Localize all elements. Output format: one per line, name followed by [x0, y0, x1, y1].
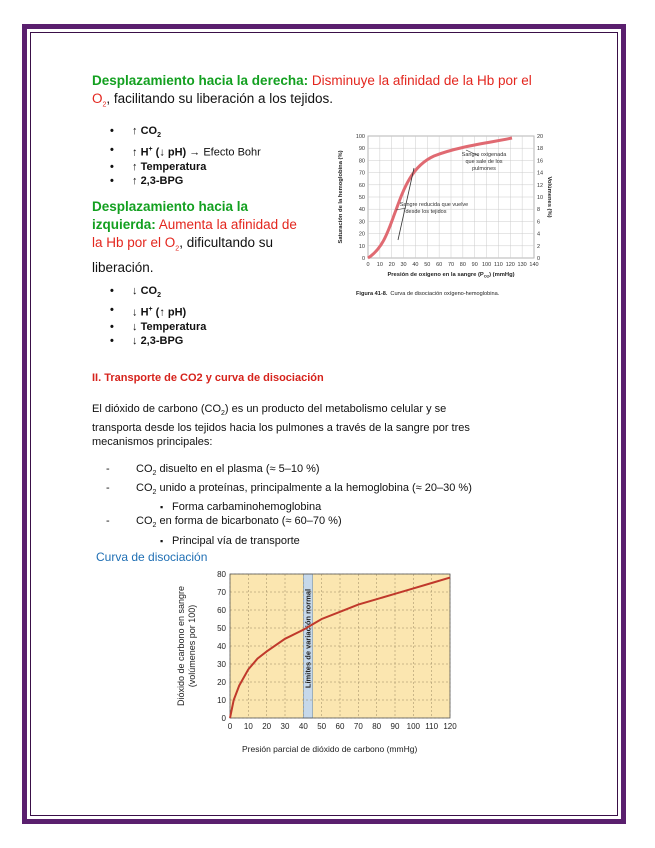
annot-oxygenated-1: Sangre oxigenada	[461, 152, 507, 158]
right-shift-paragraph: Desplazamiento hacia la derecha: Disminuye la afinidad de la Hb por el $O_2$, facilitando su liberación a los tejidos.	[92, 73, 532, 109]
o2-x-tick: 0	[366, 262, 370, 268]
o2-right-tick: 2	[537, 243, 541, 250]
x-tick-label: 110	[425, 722, 439, 731]
annot-oxygenated-3: pulmones	[472, 166, 496, 172]
o2-x-tick: 10	[376, 262, 383, 268]
o2-left-tick: 70	[358, 170, 365, 177]
o2-right-tick: 6	[537, 219, 541, 226]
x-tick-label: 50	[317, 722, 327, 731]
y-tick-label: 10	[217, 696, 226, 705]
o2-left-tick: 10	[358, 243, 365, 250]
o2-x-tick: 110	[494, 262, 503, 268]
y-tick-label: 20	[217, 678, 226, 687]
o2-left-tick: 80	[358, 158, 365, 165]
y-tick-label: 40	[217, 642, 226, 651]
y-tick-label: 60	[217, 606, 226, 615]
x-tick-label: 40	[298, 722, 308, 731]
list-item: • ↑ 2,3-BPG	[110, 174, 261, 188]
y-axis-label-2: (volúmenes por 100)	[187, 604, 197, 688]
x-tick-label: 10	[243, 722, 253, 731]
o2-left-tick: 50	[358, 195, 365, 201]
list-item: - $CO_2$ unido a proteínas, principalmente a la hemoglobina (≈ 20–30 %)	[106, 481, 472, 500]
o2-x-tick: 120	[505, 262, 515, 268]
o2-right-tick: 14	[537, 170, 544, 177]
annot-oxygenated-2: que sale de los	[465, 159, 503, 165]
co2-dissociation-chart	[172, 566, 462, 760]
x-tick-label: 80	[372, 722, 382, 731]
o2-x-tick: 130	[517, 262, 527, 268]
o2-left-tick: 0	[361, 256, 365, 262]
x-tick-label: 0	[227, 722, 233, 731]
co2-mechanism-list	[106, 462, 472, 548]
o2-right-tick: 18	[537, 146, 544, 153]
o2-x-tick: 50	[424, 262, 431, 268]
list-item: - $CO_2$ disuelto en el plasma (≈ 5–10 %)	[106, 462, 472, 481]
x-tick-label: 90	[390, 722, 400, 731]
o2-ylabel-right: Volúmenes (%)	[546, 176, 552, 218]
y-tick-label: 70	[217, 588, 226, 597]
section-title: II. Transporte de CO2 y curva de disociación	[92, 372, 324, 384]
list-item: • ↓ Temperatura	[110, 320, 206, 334]
o2-right-tick: 0	[537, 256, 541, 262]
annot-reduced-1: Sangre reducida que vuelve	[399, 202, 469, 208]
o2-xlabel: Presión de oxígeno en la sangre $(P_{O2})$ (mmHg)	[387, 272, 515, 279]
list-item: • ↑ $CO_2$	[110, 124, 261, 143]
y-tick-label: 80	[217, 570, 226, 579]
x-tick-label: 30	[280, 722, 290, 731]
o2-right-tick: 4	[537, 231, 541, 238]
right-shift-red-text: Disminuye la afinidad de la Hb por el	[311, 73, 532, 88]
list-item: ▪ Forma carbaminohemoglobina	[106, 500, 472, 514]
right-shift-list	[110, 124, 261, 188]
o2-x-tick: 100	[481, 262, 492, 268]
list-item: ▪ Principal vía de transporte	[106, 534, 472, 548]
list-item: - $CO_2$ en forma de bicarbonato (≈ 60–70 %)	[106, 514, 472, 533]
o2-x-tick: 80	[459, 262, 466, 268]
o2-left-tick: 60	[358, 182, 365, 189]
o2-left-tick: 40	[358, 207, 365, 214]
o2-x-tick: 70	[447, 262, 455, 268]
o2-x-tick: 20	[388, 262, 395, 268]
o2-x-tick: 30	[400, 262, 407, 268]
x-tick-label: 20	[262, 722, 272, 731]
left-shift-label: Desplazamiento hacia la	[92, 199, 249, 214]
x-tick-label: 60	[335, 722, 345, 731]
list-item: • ↓ $CO_2$	[110, 284, 206, 303]
o2-right-tick: 16	[537, 158, 544, 165]
x-tick-label: 120	[443, 722, 457, 731]
y-axis-label-1: Dióxido de carbono en sangre	[176, 585, 186, 707]
o2-right-tick: 12	[537, 182, 544, 189]
list-item: • ↓ H+ (↑ pH)	[110, 303, 206, 320]
band-label: Límites de variación normal	[303, 588, 313, 689]
annot-reduced-2: desde los tejidos	[405, 209, 447, 215]
list-item: • ↑ H+ (↓ pH) → Efecto Bohr	[110, 143, 261, 160]
o2-right-tick: 10	[537, 195, 544, 201]
x-tick-label: 70	[353, 722, 363, 731]
o2-left-tick: 20	[358, 231, 365, 238]
x-tick-label: 100	[406, 722, 421, 731]
y-tick-label: 50	[217, 624, 226, 633]
y-tick-label: 30	[217, 660, 226, 669]
o2-x-tick: 60	[436, 262, 443, 268]
o2-right-tick: 8	[537, 207, 541, 214]
curve-title: Curva de disociación	[96, 550, 208, 564]
figure-caption: Figura 41-8. Curva de disociación oxígeno-hemoglobina.	[356, 291, 500, 297]
x-axis-label: Presión parcial de dióxido de carbono (mmHg)	[242, 744, 418, 754]
right-shift-label: Desplazamiento hacia la derecha:	[92, 73, 309, 88]
section-paragraph: El dióxido de carbono $(CO_2)$ es un producto del metabolismo celular y se transporta desde los tejidos hacia los pulmones a través de la sangre por tres mecanismos principales:	[92, 403, 470, 449]
o2-x-tick: 140	[529, 262, 539, 268]
list-item: • ↑ Temperatura	[110, 160, 261, 174]
left-shift-paragraph: Desplazamiento hacia la izquierda: Aumenta la afinidad de la Hb por el $O_2$, dificultando su liberación.	[92, 199, 297, 275]
o2-right-tick: 20	[537, 134, 544, 140]
o2-left-tick: 100	[355, 134, 365, 140]
left-shift-list	[110, 284, 206, 348]
y-tick-label: 0	[221, 714, 226, 723]
o2-x-tick: 90	[471, 262, 478, 268]
o2-x-tick: 40	[412, 262, 419, 268]
oxygen-dissociation-figure	[334, 128, 554, 303]
o2-ylabel: Saturación de la hemoglobina (%)	[338, 150, 344, 244]
list-item: • ↓ 2,3-BPG	[110, 334, 206, 348]
o2-left-tick: 90	[358, 146, 365, 153]
o2-left-tick: 30	[358, 219, 365, 226]
